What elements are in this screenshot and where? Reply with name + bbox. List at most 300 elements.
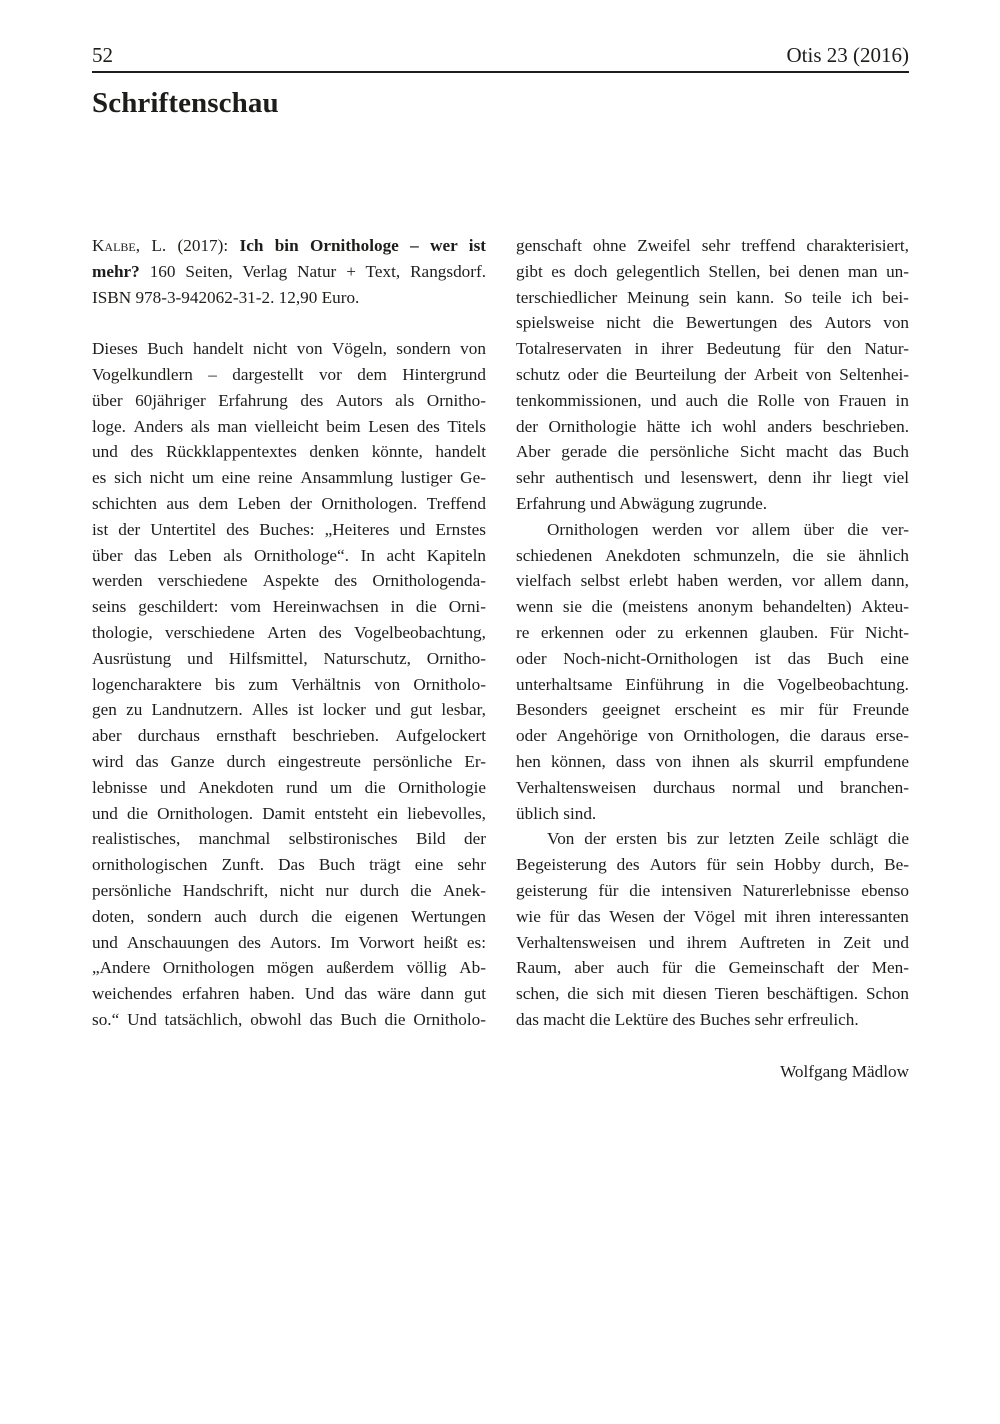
word: das (135, 751, 159, 771)
text-line (516, 362, 909, 388)
word: skurril (769, 751, 814, 771)
word: Ornithologenda- (372, 571, 486, 591)
word: oder (516, 648, 547, 668)
word: rund (286, 777, 318, 797)
word: aber (574, 958, 604, 978)
word: seins (92, 597, 127, 617)
word: Beurteilung (635, 364, 717, 384)
word: wie (516, 906, 541, 926)
word: un- (886, 261, 909, 281)
word: Vogelbeobachtung, (354, 622, 486, 642)
word: erlebt (628, 571, 669, 591)
word: zur (696, 829, 719, 849)
word: schlägt (829, 829, 879, 849)
word: re (516, 622, 530, 642)
word: als (739, 751, 759, 771)
text-line (92, 568, 486, 594)
word: schiedenen (516, 545, 593, 565)
word: glauben. (759, 622, 819, 642)
word: sondern (396, 339, 451, 359)
word: haben (677, 571, 719, 591)
word: durchaus (137, 726, 200, 746)
word: anonym (697, 597, 754, 617)
text-line (92, 801, 486, 827)
word: ihrem (686, 932, 727, 952)
word: der (464, 829, 486, 849)
word: Zunft. (221, 855, 265, 875)
word: Kapiteln (426, 545, 486, 565)
word: teile (811, 287, 842, 307)
header-rule (92, 71, 909, 73)
word: Rückklappentextes (165, 442, 297, 462)
word: werden, (727, 571, 783, 591)
word: nicht (252, 339, 288, 359)
author-details: , L. (2017): (135, 236, 240, 255)
text-line: das macht die Lektüre des Buches sehr erfreulich. (516, 1009, 859, 1029)
word: nur (325, 880, 349, 900)
word: sich (596, 984, 624, 1004)
word: Wesen (609, 906, 655, 926)
word: die (617, 442, 639, 462)
word: Naturerlebnisse (742, 880, 851, 900)
left-column (92, 233, 486, 1033)
word: des (238, 932, 261, 952)
text-line (516, 749, 909, 775)
word: selbst (580, 571, 620, 591)
word: die (606, 364, 628, 384)
word: bis (215, 674, 236, 694)
word: Buch (827, 648, 864, 668)
word: der (118, 519, 141, 539)
word: ich (690, 416, 712, 436)
page-number: 52 (92, 43, 113, 67)
word: von (460, 339, 486, 359)
word: geisterung (516, 880, 588, 900)
text-line (92, 620, 486, 646)
word: Treffend (426, 493, 486, 513)
word: es: (466, 932, 486, 952)
word: eine (221, 468, 251, 488)
word: sich (114, 468, 142, 488)
text-line (92, 465, 486, 491)
word: um (330, 777, 353, 797)
review-paragraph-4 (516, 826, 909, 1032)
word: Ausrüstung (92, 648, 172, 668)
word: Er- (464, 751, 486, 771)
word: (meistens (622, 597, 689, 617)
word: Aspekte (262, 571, 320, 591)
word: gen (92, 700, 117, 720)
word: liegt (842, 468, 873, 488)
word: Anders (133, 416, 184, 436)
word: ver- (881, 519, 909, 539)
word: dann, (871, 571, 909, 591)
word: Nicht- (865, 622, 909, 642)
word: Erfahrung (218, 390, 288, 410)
word: beschäftigen. (766, 984, 858, 1004)
word: weichendes (92, 984, 173, 1004)
text-line (92, 697, 486, 723)
word: handelt (435, 442, 486, 462)
word: Arbeit (753, 364, 798, 384)
word: heißt (423, 932, 458, 952)
text-line (92, 981, 486, 1007)
word: das (787, 648, 811, 668)
word: erfahren (182, 984, 240, 1004)
word: und (644, 468, 671, 488)
word: Be- (884, 855, 909, 875)
text-line (92, 878, 486, 904)
word: als (395, 390, 415, 410)
word: des (318, 622, 342, 642)
word: Ornithologie (548, 416, 637, 436)
word: des (616, 855, 640, 875)
word: sie (562, 597, 582, 617)
word: Ornitholo- (413, 1009, 486, 1029)
word: Vogelkundlern (92, 364, 193, 384)
word: denken (309, 442, 360, 462)
word: über (803, 519, 835, 539)
word: Ornitho- (426, 648, 486, 668)
word: mir (779, 700, 804, 720)
word: Dieses (92, 339, 138, 359)
word: von (647, 726, 674, 746)
text-line (516, 955, 909, 981)
word: Autors. (270, 932, 322, 952)
word: der (290, 493, 312, 513)
word: um (191, 468, 214, 488)
word: Arten (267, 622, 307, 642)
word: man (217, 416, 248, 436)
word: werden (651, 519, 703, 539)
word: wird (92, 751, 124, 771)
text-line (92, 594, 486, 620)
word: Bewertungen (685, 313, 778, 333)
word: Akteu- (861, 597, 909, 617)
word: durch, (830, 855, 875, 875)
word: sein (698, 287, 727, 307)
word: die (887, 829, 909, 849)
text-line (92, 646, 486, 672)
word: die (410, 880, 432, 900)
word: für (818, 700, 839, 720)
text-line (516, 723, 909, 749)
word: durchaus (653, 777, 716, 797)
word: branchen- (840, 777, 909, 797)
word: Ganze (170, 751, 215, 771)
text-line (516, 259, 909, 285)
word: in (390, 597, 404, 617)
word: und (92, 803, 118, 823)
text-line (516, 620, 909, 646)
word: ornithologischen (92, 855, 208, 875)
word: Ornithologe“. (253, 545, 349, 565)
word: und (187, 648, 213, 668)
right-column (516, 233, 909, 1033)
word: gibt (516, 261, 543, 281)
word: eine (414, 855, 444, 875)
word: Vorwort (358, 932, 415, 952)
word: „Andere (92, 958, 151, 978)
word: das (134, 545, 158, 565)
word: von (805, 364, 832, 384)
word: Buch (318, 855, 356, 875)
word: ersten (616, 829, 658, 849)
word: das (344, 984, 368, 1004)
word: persönliche (649, 442, 729, 462)
word: ohne (592, 236, 627, 255)
text-line (516, 414, 909, 440)
word: Ge- (460, 468, 486, 488)
word: Besonders (516, 700, 588, 720)
word: aus (166, 493, 190, 513)
text-line (516, 878, 909, 904)
word: trägt (369, 855, 401, 875)
word: wenn (516, 597, 554, 617)
word: Einführung (625, 674, 704, 694)
word: liebevolles, (407, 803, 486, 823)
word: Totalreservaten (516, 339, 622, 359)
text-line (516, 826, 909, 852)
word: vom (230, 597, 261, 617)
text-line (516, 672, 909, 698)
text-line (92, 955, 486, 981)
word: haben. (249, 984, 295, 1004)
word: oder (516, 726, 547, 746)
word: schutz (516, 364, 560, 384)
word: diesen (662, 984, 707, 1004)
word: beim (326, 416, 361, 436)
word: genschaft (516, 236, 582, 255)
word: intensiven (661, 880, 732, 900)
text-line: Erfahrung und Abwägung zugrunde. (516, 493, 768, 513)
word: kann. (736, 287, 775, 307)
word: denn (768, 468, 802, 488)
text-line (516, 904, 909, 930)
word: mit (631, 984, 655, 1004)
word: durch (359, 880, 400, 900)
word: in (895, 390, 909, 410)
word: allem (752, 519, 791, 539)
word: die (384, 1009, 406, 1029)
word: Aufgelockert (395, 726, 486, 746)
journal-citation: Otis 23 (2016) (786, 43, 909, 67)
word: vor (791, 571, 815, 591)
word: spielsweise (516, 313, 595, 333)
word: zu (126, 700, 143, 720)
word: vielfach (516, 571, 572, 591)
word: dann (420, 984, 455, 1004)
word: werden (92, 571, 143, 591)
word: dargestellt (232, 364, 304, 384)
word: tenkommissionen, (516, 390, 642, 410)
word: Ornithologen, (683, 726, 780, 746)
word: Buches: (259, 519, 315, 539)
word: eigenen (344, 906, 399, 926)
word: bei (768, 261, 790, 281)
text-line (92, 336, 486, 362)
word: Frauen (838, 390, 887, 410)
text-line (516, 336, 909, 362)
word: persönliche (92, 880, 172, 900)
word: acht (386, 545, 416, 565)
word: vor (318, 364, 342, 384)
word: verschiedene (165, 622, 255, 642)
word: und (650, 390, 677, 410)
word: nicht (279, 880, 315, 900)
word: ich (851, 287, 873, 307)
text-line (92, 439, 486, 465)
text-line (92, 930, 486, 956)
word: es (751, 700, 766, 720)
word: So (783, 287, 803, 307)
word: die (743, 674, 765, 694)
word: die (311, 906, 333, 926)
word: Freunde (852, 700, 909, 720)
word: verschiedene (157, 571, 248, 591)
word: schmunzeln, (693, 545, 780, 565)
word: Stellen, (708, 261, 761, 281)
word: ihren (775, 906, 811, 926)
word: doten, (92, 906, 135, 926)
word: sehr (516, 468, 545, 488)
word: die (126, 803, 148, 823)
text-line (516, 852, 909, 878)
word: und (159, 777, 186, 797)
word: erkennen (540, 622, 604, 642)
word: in (716, 674, 731, 694)
word: aber (92, 726, 122, 746)
word: beschrieben. (292, 726, 380, 746)
word: doch (574, 261, 608, 281)
word: den (826, 339, 852, 359)
word: ist (92, 519, 109, 539)
word: vor (715, 519, 739, 539)
word: die (694, 958, 716, 978)
word: Bild (416, 829, 446, 849)
word: treffend (741, 236, 796, 255)
word: das (577, 906, 601, 926)
word: für (549, 906, 570, 926)
word: erse- (875, 726, 909, 746)
text-line (92, 1007, 486, 1033)
word: Aber (516, 442, 551, 462)
word: hen (516, 751, 541, 771)
word: die (789, 726, 811, 746)
word: logencharaktere (92, 674, 202, 694)
word: sondern (147, 906, 202, 926)
word: Titels (447, 416, 486, 436)
word: es (551, 261, 566, 281)
word: als (190, 416, 210, 436)
word: Buch (147, 339, 184, 359)
text-line (516, 285, 909, 311)
word: gut (464, 984, 486, 1004)
word: Gemeinschaft (728, 958, 825, 978)
word: Zweifel (637, 236, 691, 255)
word: Autors (335, 390, 383, 410)
word: oder (567, 364, 599, 384)
text-line (516, 388, 909, 414)
text-line (516, 646, 909, 672)
word: Anekdoten (198, 777, 274, 797)
word: ihr (812, 468, 832, 488)
word: oder (615, 622, 646, 642)
word: schen, (516, 984, 560, 1004)
paragraph-gap (92, 310, 486, 336)
word: die (415, 597, 437, 617)
text-line (92, 826, 486, 852)
word: Ansammlung (300, 468, 393, 488)
word: Ornitholo- (413, 674, 486, 694)
word: denen (798, 261, 840, 281)
word: normal (732, 777, 781, 797)
word: über (92, 545, 123, 565)
word: empfundene (824, 751, 909, 771)
text-line (516, 775, 909, 801)
review-paragraph-2 (516, 233, 909, 517)
word: das (309, 1009, 333, 1029)
word: Natur- (864, 339, 909, 359)
word: macht (786, 442, 829, 462)
word: Schon (865, 984, 909, 1004)
word: für (598, 880, 619, 900)
word: Im (330, 932, 350, 952)
word: 60jähriger (135, 390, 206, 410)
word: locker (322, 700, 366, 720)
word: sehr (701, 236, 731, 255)
text-line (516, 930, 909, 956)
word: die (652, 313, 674, 333)
word: und (648, 932, 675, 952)
word: Und (304, 984, 335, 1004)
word: Ornithologie (398, 777, 486, 797)
word: gelegentlich (615, 261, 700, 281)
word: mögen (266, 958, 314, 978)
word: nicht (149, 468, 185, 488)
word: Ornithologen. (321, 493, 418, 513)
word: Meinung (627, 287, 690, 307)
word: und (92, 442, 118, 462)
word: Verhaltensweisen (516, 932, 637, 952)
word: man (847, 261, 878, 281)
word: Untertitel (150, 519, 217, 539)
word: die (792, 545, 814, 565)
word: Naturschutz, (323, 648, 411, 668)
word: reine (258, 468, 293, 488)
text-line (92, 491, 486, 517)
word: „Heiteres (324, 519, 390, 539)
word: Rolle (757, 390, 795, 410)
word: anders (767, 416, 813, 436)
word: des (226, 519, 250, 539)
word: Ernstes (435, 519, 486, 539)
text-line (92, 749, 486, 775)
word: tatsächlich, (164, 1009, 243, 1029)
text-line (92, 517, 486, 543)
word: Landnutzern. (151, 700, 243, 720)
word: thologie, (92, 622, 153, 642)
word: Hereinwachsen (272, 597, 379, 617)
word: Wertungen (410, 906, 486, 926)
word: Ornithologen. (157, 803, 254, 823)
word: die (567, 984, 589, 1004)
word: obwohl (250, 1009, 302, 1029)
word: für (706, 855, 727, 875)
word: könnte, (371, 442, 423, 462)
word: Für (829, 622, 854, 642)
word: lebnisse (92, 777, 148, 797)
